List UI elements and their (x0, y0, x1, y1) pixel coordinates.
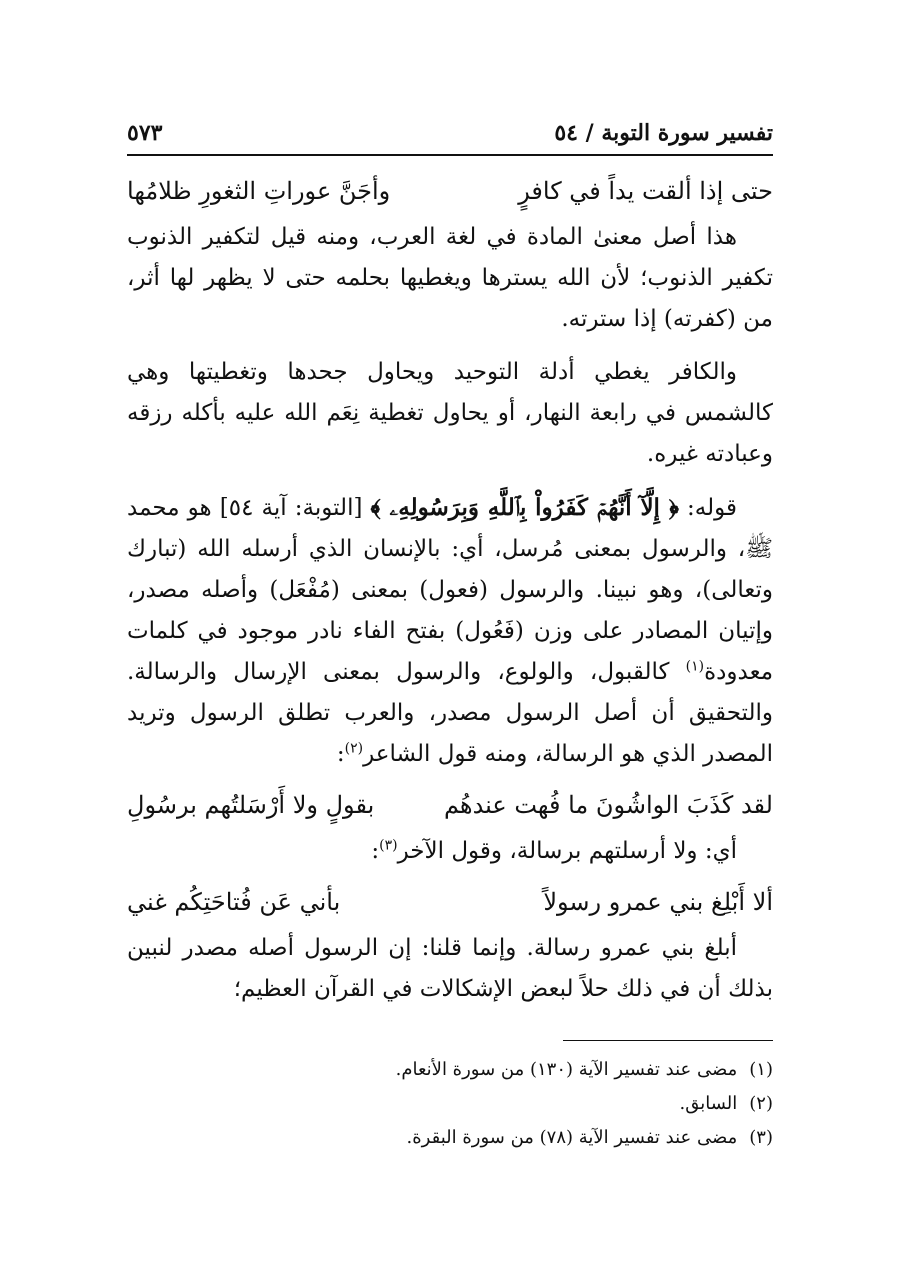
running-title: تفسير سورة التوبة / ٥٤ (554, 120, 773, 146)
colon: : (336, 741, 345, 767)
footnote-text: مضى عند تفسير الآية (١٣٠) من سورة الأنعام. (395, 1059, 738, 1080)
footnote (127, 1053, 773, 1087)
footnote-text: السابق. (679, 1093, 738, 1114)
page-header (127, 110, 773, 156)
paragraph-text: [التوبة: آية ٥٤] هو محمد ﷺ، والرسول بمعنى مُرسل، أي: بالإنسان الذي أرسله الله (تبارك وتعالى)، وهو نبينا. والرسول (فعول) بمعنى (مُفْعَل) وأصله مصدر، وإتيان المصادر على وزن (فَعُول) بفتح الفاء نادر موجود في كلمات معدودة (127, 495, 774, 685)
footnote-marker: (٣) (379, 837, 398, 854)
verse-first-hemistich: لقد كَذَبَ الواشُونَ ما فُهت عندهُم (443, 791, 773, 819)
verse-second-hemistich: بأني عَن فُتاحَتِكُم غني (127, 888, 341, 916)
page-number: ٥٧٣ (127, 120, 163, 146)
verse-first-hemistich: حتى إذا ألقت يداً في كافرٍ (518, 177, 773, 205)
quran-verse: ﴿ إِلَّآ أَنَّهُمۡ كَفَرُواْ بِٱللَّهِ وَبِرَسُولِهِۦ ﴾ (370, 494, 679, 521)
footnotes (127, 1040, 773, 1155)
footnote-text: مضى عند تفسير الآية (٧٨) من سورة البقرة. (406, 1127, 738, 1148)
main-text (127, 165, 773, 1016)
footnote (127, 1121, 773, 1155)
paragraph: أبلغ بني عمرو رسالة. وإنما قلنا: إن الرسول أصله مصدر لنبين بذلك أن في ذلك حلاً لبعض الإشكالات في القرآن العظيم؛ (127, 935, 773, 1002)
verse-second-hemistich: بقولٍ ولا أَرْسَلتُهم برسُولِ (127, 791, 375, 819)
footnote-marker: (١) (685, 658, 705, 675)
lead-word: قوله: (687, 495, 738, 521)
footnote (127, 1087, 773, 1121)
paragraph: والكافر يغطي أدلة التوحيد ويحاول جحدها وتغطيتها وهي كالشمس في رابعة النهار، أو يحاول تغطية نِعَم الله عليه بأكله رزقه وعبادته غيره. (127, 359, 773, 467)
poetry-verse (127, 878, 773, 926)
paragraph (127, 831, 773, 872)
paragraph-quran-commentary (127, 487, 773, 775)
verse-first-hemistich: ألا أَبْلِغ بني عمرو رسولاً (543, 888, 773, 916)
poetry-verse (127, 167, 773, 215)
footnote-marker: (٢) (344, 740, 364, 757)
poetry-verse (127, 781, 773, 829)
paragraph-text: كالقبول، والولوع، والرسول بمعنى الإرسال والرسالة. والتحقيق أن أصل الرسول مصدر، والعرب تطلق الرسول وتريد المصدر الذي هو الرسالة، ومنه قول الشاعر (127, 659, 773, 767)
paragraph-text: أي: ولا أرسلتهم برسالة، وقول الآخر (397, 838, 737, 864)
footnote-divider (563, 1040, 773, 1041)
colon: : (371, 838, 380, 864)
footnote-number: (١) (749, 1059, 773, 1080)
footnote-number: (٣) (749, 1127, 773, 1148)
footnote-number: (٢) (749, 1093, 773, 1114)
paragraph: هذا أصل معنىٰ المادة في لغة العرب، ومنه قيل لتكفير الذنوب تكفير الذنوب؛ لأن الله يسترها ويغطيها بحلمه حتى لا يظهر لها أثر، من (كفرته) إذا سترته. (127, 224, 773, 332)
verse-second-hemistich: وأجَنَّ عوراتِ الثغورِ ظلامُها (127, 177, 391, 205)
